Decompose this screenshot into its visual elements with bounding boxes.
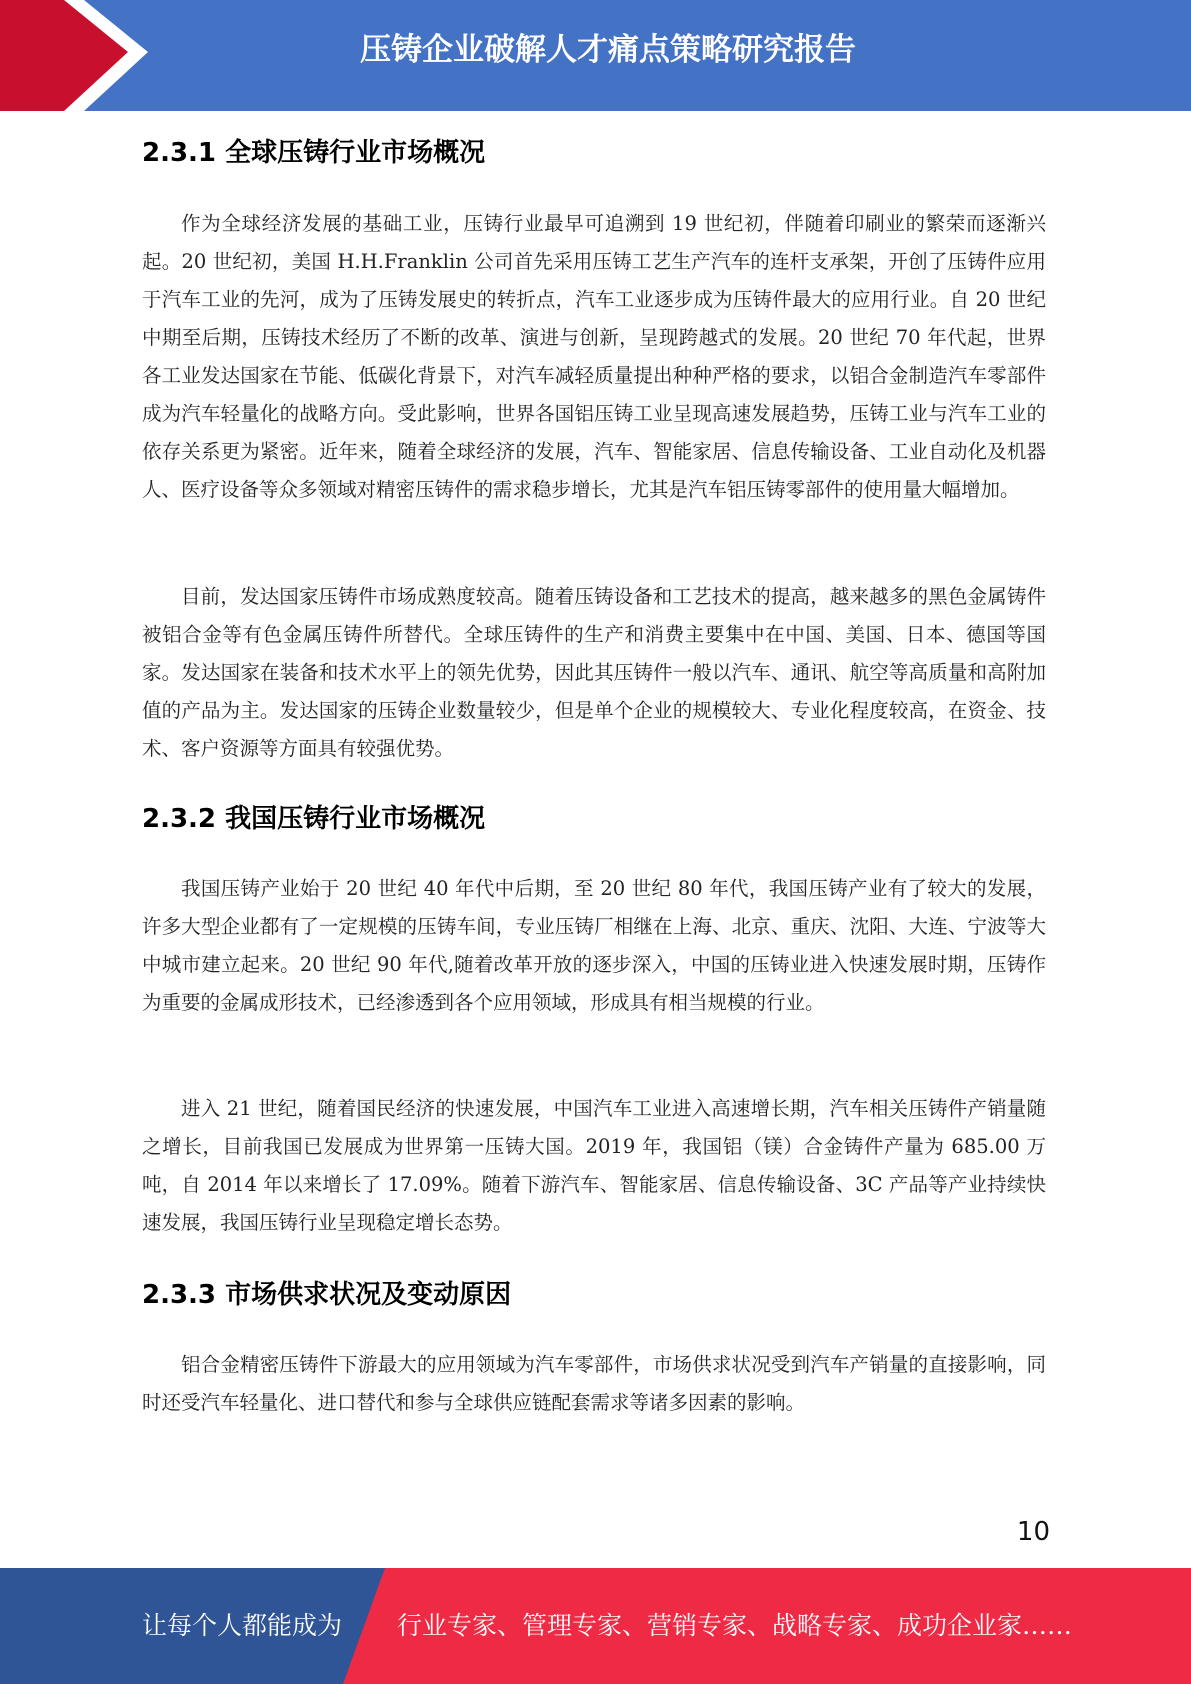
paragraph-global-market-2: 目前，发达国家压铸件市场成熟度较高。随着压铸设备和工艺技术的提高，越来越多的黑色金属铸件被铝合金等有色金属压铸件所替代。全球压铸件的生产和消费主要集中在中国、美国、日本、德国等国家。发达国家在装备和技术水平上的领先优势，因此其压铸件一般以汽车、通讯、航空等高质量和高附加值的产品为主。发达国家的压铸企业数量较少，但是单个企业的规模较大、专业化程度较高，在资金、技术、客户资源等方面具有较强优势。 bbox=[142, 585, 1046, 760]
paragraph-china-market-1: 我国压铸产业始于 20 世纪 40 年代中后期，至 20 世纪 80 年代，我国压铸产业有了较大的发展，许多大型企业都有了一定规模的压铸车间，专业压铸厂相继在上海、北京、重庆、沈阳、大连、宁波等大中城市建立起来。20 世纪 90 年代,随着改革开放的逐步深入，中国的压铸业进入快速发展时期，压铸作为重要的金属成形技术，已经渗透到各个应用领域，形成具有相当规模的行业。 bbox=[142, 877, 1046, 1014]
page-footer bbox=[0, 1568, 1191, 1684]
paragraph-china-market-2: 进入 21 世纪，随着国民经济的快速发展，中国汽车工业进入高速增长期，汽车相关压铸件产销量随之增长，目前我国已发展成为世界第一压铸大国。2019 年，我国铝（镁）合金铸件产量为 685.00 万吨，自 2014 年以来增长了 17.09%。随着下游汽车、智能家居、信息传输设备、3C 产品等产业持续快速发展，我国压铸行业呈现稳定增长态势。 bbox=[142, 1097, 1046, 1234]
footer-slogan-right: 行业专家、管理专家、营销专家、战略专家、成功企业家…… bbox=[397, 1611, 1073, 1640]
footer-slogan-left: 让每个人都能成为 bbox=[142, 1611, 343, 1640]
section-heading-2-3-3: 2.3.3 市场供求状况及变动原因 bbox=[142, 1280, 512, 1310]
section-heading-2-3-1: 2.3.1 全球压铸行业市场概况 bbox=[142, 138, 486, 168]
paragraph-supply-demand: 铝合金精密压铸件下游最大的应用领域为汽车零部件，市场供求状况受到汽车产销量的直接影响，同时还受汽车轻量化、进口替代和参与全球供应链配套需求等诸多因素的影响。 bbox=[142, 1353, 1046, 1414]
section-heading-2-3-2: 2.3.2 我国压铸行业市场概况 bbox=[142, 804, 486, 834]
header-title: 压铸企业破解人才痛点策略研究报告 bbox=[360, 32, 856, 68]
paragraph-global-market-1: 作为全球经济发展的基础工业，压铸行业最早可追溯到 19 世纪初，伴随着印刷业的繁荣而逐渐兴起。20 世纪初，美国 H.H.Franklin 公司首先采用压铸工艺生产汽车的连杆支承架，开创了压铸件应用于汽车工业的先河，成为了压铸发展史的转折点，汽车工业逐步成为压铸件最大的应用行业。自 20 世纪中期至后期，压铸技术经历了不断的改革、演进与创新，呈现跨越式的发展。20 世纪 70 年代起，世界各工业发达国家在节能、低碳化背景下，对汽车减轻质量提出种种严格的要求，以铝合金制造汽车零部件成为汽车轻量化的战略方向。受此影响，世界各国铝压铸工业呈现高速发展趋势，压铸工业与汽车工业的依存关系更为紧密。近年来，随着全球经济的发展，汽车、智能家居、信息传输设备、工业自动化及机器人、医疗设备等众多领域对精密压铸件的需求稳步增长，尤其是汽车铝压铸零部件的使用量大幅增加。 bbox=[142, 212, 1046, 501]
page-number: 10 bbox=[1016, 1517, 1050, 1547]
page-header bbox=[0, 0, 1191, 111]
